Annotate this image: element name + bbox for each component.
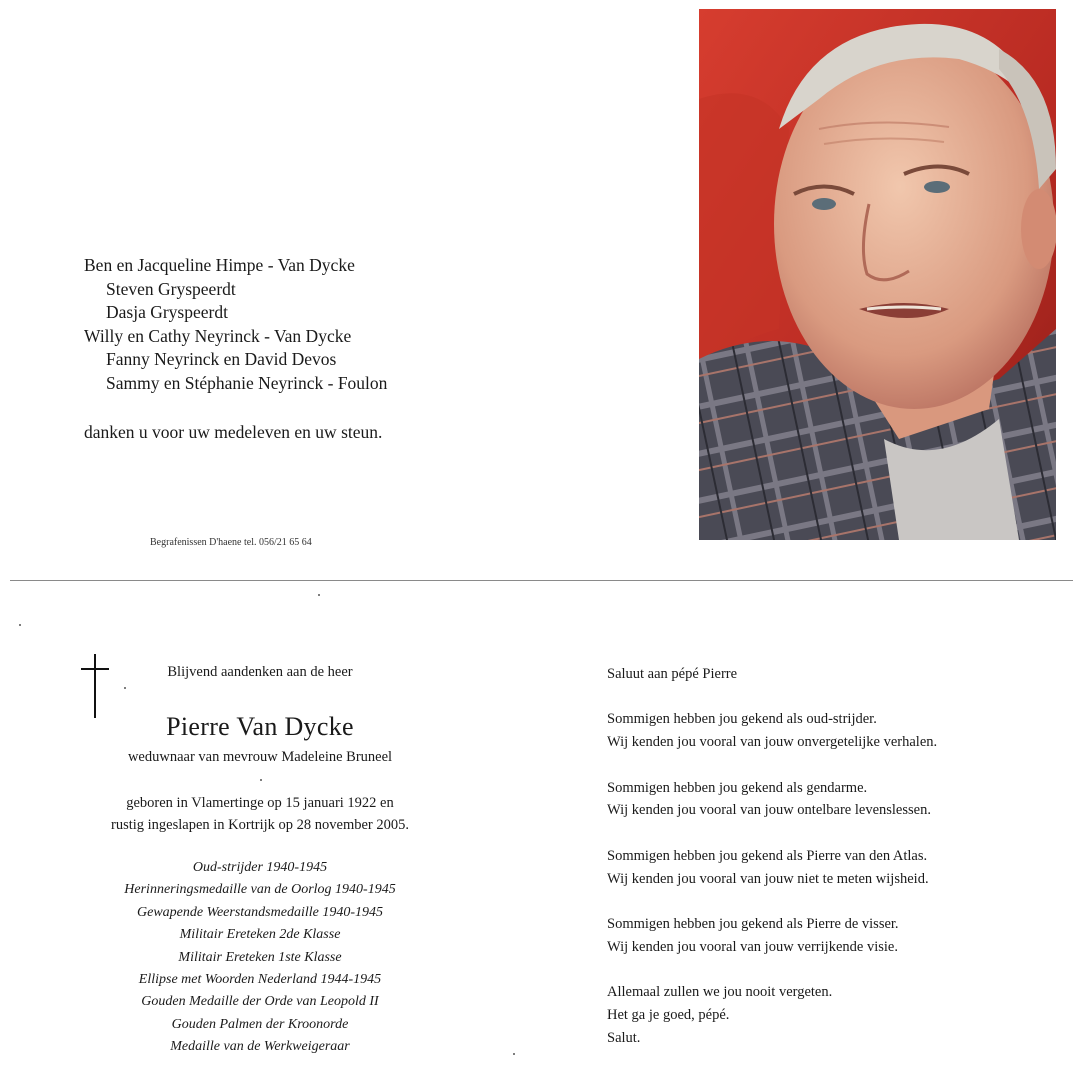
thanks-line: Willy en Cathy Neyrinck - Van Dycke	[84, 325, 352, 346]
portrait-photo	[699, 9, 1056, 540]
funeral-home-note: Begrafenissen D'haene tel. 056/21 65 64	[150, 537, 312, 548]
poem-line: Wij kenden jou vooral van jouw ontelbare levenslessen.	[607, 802, 931, 819]
scan-speck	[19, 624, 21, 626]
birth-death-text	[100, 792, 420, 836]
honor-item: Gouden Palmen der Kroonorde	[171, 1016, 349, 1032]
thanks-line: Steven Gryspeerdt	[106, 278, 236, 299]
thanks-line: Fanny Neyrinck en David Devos	[106, 349, 337, 369]
poem-line: Allemaal zullen we jou nooit vergeten.	[607, 984, 833, 1001]
deceased-name: Pierre Van Dycke	[166, 712, 354, 741]
poem-line: Sommigen hebben jou gekend als Pierre van den Atlas.	[607, 847, 928, 864]
thanks-list	[84, 254, 387, 395]
scan-speck	[260, 779, 262, 781]
scan-speck	[318, 594, 320, 596]
honor-item: Medaille van de Werkweigeraar	[170, 1039, 350, 1055]
honor-item: Oud-strijder 1940-1945	[192, 860, 328, 875]
thanks-line: Ben en Jacqueline Himpe - Van Dycke	[84, 255, 355, 275]
honor-item: Militair Ereteken 2de Klasse	[179, 927, 341, 943]
honors-list	[100, 857, 420, 1059]
fold-line	[10, 580, 1073, 581]
widower-line: weduwnaar van mevrouw Madeleine Bruneel	[127, 749, 393, 765]
poem	[607, 663, 937, 1050]
cross-icon	[94, 654, 96, 718]
poem-line: Sommigen hebben jou gekend als oud-strijder.	[607, 711, 877, 728]
poem-title: Saluut aan pépé Pierre	[607, 666, 738, 682]
poem-line: Sommigen hebben jou gekend als gendarme.	[607, 779, 868, 796]
thanks-line: Sammy en Stéphanie Neyrinck - Foulon	[106, 372, 388, 393]
poem-line: Wij kenden jou vooral van jouw verrijkende visie.	[607, 938, 898, 955]
thanks-closing: danken u voor uw medeleven en uw steun.	[84, 422, 383, 442]
scan-speck	[513, 1053, 515, 1055]
death-line: rustig ingeslapen in Kortrijk op 28 november 2005.	[110, 817, 409, 833]
poem-line: Sommigen hebben jou gekend als Pierre de visser.	[607, 915, 899, 932]
honor-item: Ellipse met Woorden Nederland 1944-1945	[138, 972, 382, 988]
poem-line: Het ga je goed, pépé.	[607, 1006, 730, 1023]
poem-line: Wij kenden jou vooral van jouw niet te meten wijsheid.	[607, 870, 929, 887]
poem-line: Salut.	[607, 1029, 641, 1046]
honor-item: Gewapende Weerstandsmedaille 1940-1945	[137, 904, 383, 920]
poem-line: Wij kenden jou vooral van jouw onvergetelijke verhalen.	[607, 734, 938, 751]
scan-speck	[124, 687, 126, 689]
honor-item: Gouden Medaille der Orde van Leopold II	[141, 994, 379, 1010]
honor-item: Militair Ereteken 1ste Klasse	[178, 949, 342, 965]
birth-line: geboren in Vlamertinge op 15 januari 1922 en	[126, 795, 394, 811]
remembrance-heading: Blijvend aandenken aan de heer	[167, 664, 353, 680]
honor-item: Herinneringsmedaille van de Oorlog 1940-1945	[124, 882, 396, 898]
thanks-line: Dasja Gryspeerdt	[106, 302, 228, 322]
